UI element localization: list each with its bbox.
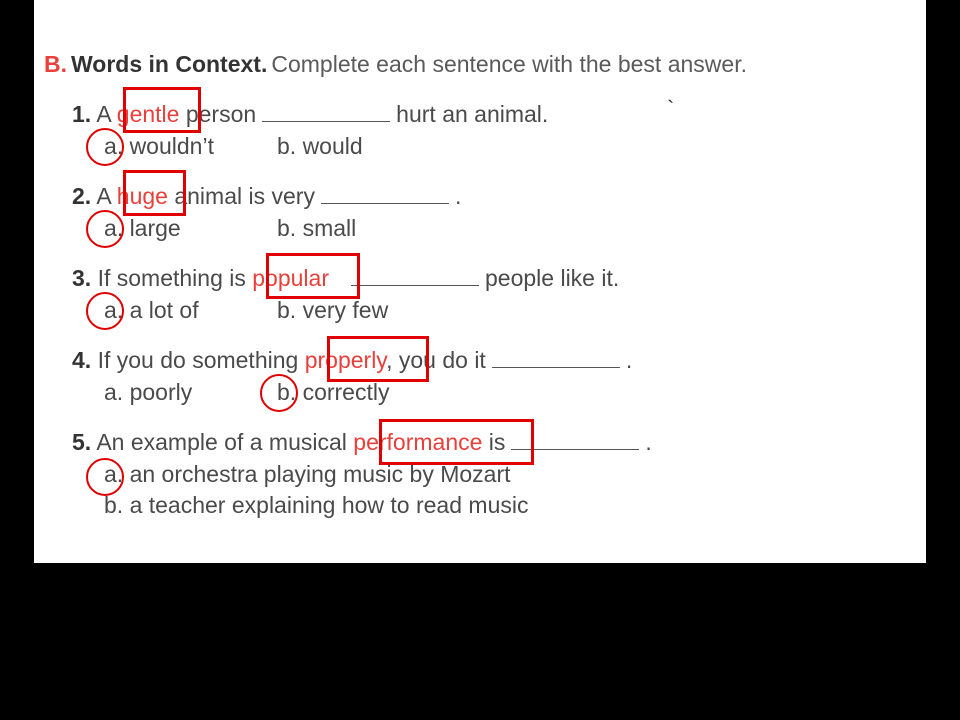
vocab-highlight-box: [327, 336, 429, 382]
vocab-word: properly: [304, 347, 387, 373]
question-5: [72, 428, 652, 456]
question-1-option-a[interactable]: a. wouldn’t: [104, 133, 214, 159]
answer-circle: [86, 458, 124, 496]
question-3-option-b[interactable]: b. very few: [277, 297, 389, 323]
question-2-option-a[interactable]: a. large: [104, 215, 181, 241]
question-text-after: animal is very: [174, 183, 315, 209]
question-3-option-a[interactable]: a. a lot of: [104, 297, 199, 323]
question-number: 1.: [72, 101, 92, 127]
answer-blank: [321, 185, 449, 204]
question-number: 3.: [72, 265, 92, 291]
answer-blank: [351, 267, 479, 286]
vocab-highlight-box: [379, 419, 534, 465]
question-text-after: is: [488, 429, 506, 455]
question-text-tail: .: [454, 183, 462, 209]
question-text-tail: .: [625, 347, 633, 373]
question-1-option-b[interactable]: b. would: [277, 133, 363, 159]
section-title: [44, 50, 747, 78]
question-5-option-b[interactable]: b. a teacher explaining how to read music: [104, 492, 529, 518]
question-text-before: If something is: [97, 265, 246, 291]
question-number: 2.: [72, 183, 92, 209]
question-text-tail: people like it.: [485, 265, 620, 291]
vocab-highlight-box: [123, 87, 201, 133]
answer-blank: [492, 349, 620, 368]
vocab-word: gentle: [116, 101, 180, 127]
answer-circle: [86, 128, 124, 166]
question-text-after: person: [185, 101, 257, 127]
question-text-after: , you do it: [386, 347, 486, 373]
answer-circle: [260, 374, 298, 412]
question-text-before: A: [96, 183, 111, 209]
section-heading: Words in Context.: [71, 51, 268, 77]
question-text-before: A: [96, 101, 111, 127]
question-number: 5.: [72, 429, 92, 455]
question-text-tail: .: [645, 429, 652, 455]
question-2-option-b[interactable]: b. small: [277, 215, 357, 241]
stray-mark: `: [667, 96, 675, 121]
question-text-before: An example of a musical: [96, 429, 347, 455]
answer-blank: [262, 103, 390, 122]
vocab-word: performance: [353, 429, 483, 455]
question-5-option-a[interactable]: a. an orchestra playing music by Mozart: [104, 461, 511, 487]
vocab-word: huge: [116, 183, 168, 209]
question-4-option-b[interactable]: b. correctly: [277, 379, 390, 405]
question-text-before: If you do something: [97, 347, 299, 373]
section-instructions: Complete each sentence with the best answer.: [271, 51, 747, 77]
vocab-highlight-box: [266, 253, 360, 299]
question-4-option-a[interactable]: a. poorly: [104, 379, 193, 405]
vocab-word: popular: [252, 265, 329, 291]
answer-circle: [86, 210, 124, 248]
question-text-tail: hurt an animal.: [396, 101, 549, 127]
answer-circle: [86, 292, 124, 330]
vocab-highlight-box: [123, 170, 186, 216]
question-number: 4.: [72, 347, 92, 373]
section-letter: B.: [44, 51, 67, 77]
